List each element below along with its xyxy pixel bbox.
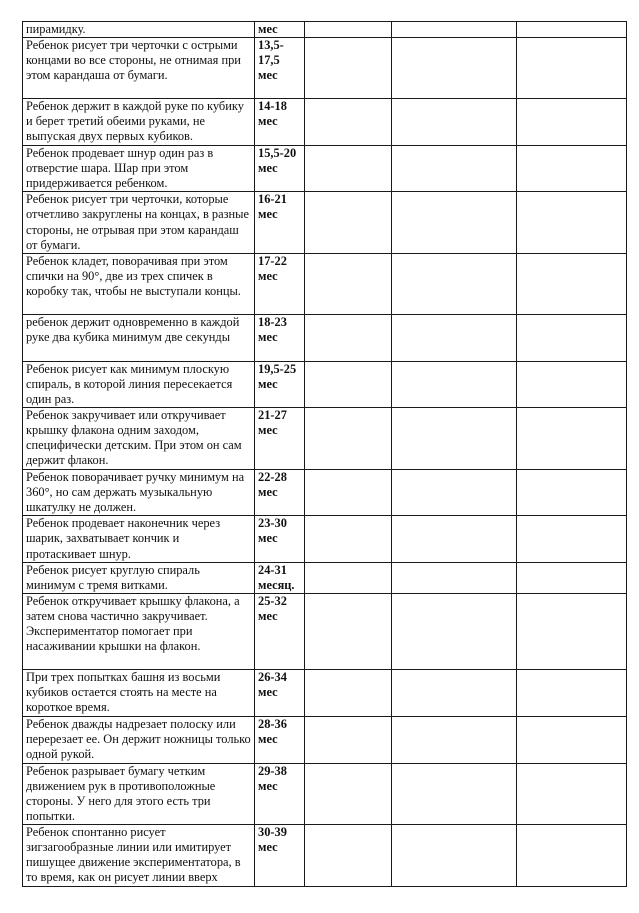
empty-cell bbox=[392, 192, 517, 253]
empty-cell bbox=[305, 22, 392, 38]
age-range: 14-18 мес bbox=[255, 99, 305, 146]
empty-cell bbox=[392, 146, 517, 192]
age-range: 30-39 мес bbox=[255, 825, 305, 886]
skill-description: Ребенок откручивает крышку флакона, а затем снова частично закручивает. Экспериментатор помогает при насаживании крышки на флакон. bbox=[23, 593, 255, 669]
age-range: 25-32 мес bbox=[255, 593, 305, 669]
empty-cell bbox=[305, 562, 392, 593]
empty-cell bbox=[392, 361, 517, 407]
skill-description: Ребенок разрывает бумагу четким движением рук в противоположные стороны. У него для этого есть три попытки. bbox=[23, 763, 255, 824]
empty-cell bbox=[517, 192, 627, 253]
empty-cell bbox=[392, 38, 517, 99]
empty-cell bbox=[392, 669, 517, 716]
age-range: 26-34 мес bbox=[255, 669, 305, 716]
empty-cell bbox=[517, 408, 627, 470]
table-row bbox=[23, 408, 627, 470]
age-range: 15,5-20 мес bbox=[255, 146, 305, 192]
empty-cell bbox=[517, 314, 627, 361]
empty-cell bbox=[305, 669, 392, 716]
empty-cell bbox=[517, 516, 627, 562]
skill-description: Ребенок держит в каждой руке по кубику и берет третий обеими руками, не выпуская двух первых кубиков. bbox=[23, 99, 255, 146]
empty-cell bbox=[392, 763, 517, 824]
skill-description: Ребенок дважды надрезает полоску или перерезает ее. Он держит ножницы только одной рукой. bbox=[23, 716, 255, 763]
skill-description: Ребенок продевает наконечник через шарик, захватывает кончик и протаскивает шнур. bbox=[23, 516, 255, 562]
empty-cell bbox=[517, 669, 627, 716]
empty-cell bbox=[305, 516, 392, 562]
empty-cell bbox=[517, 763, 627, 824]
skill-description: Ребенок рисует три черточки, которые отчетливо закруглены на концах, в разные стороны, не отрывая при этом карандаш от бумаги. bbox=[23, 192, 255, 253]
empty-cell bbox=[305, 192, 392, 253]
empty-cell bbox=[392, 470, 517, 516]
empty-cell bbox=[392, 593, 517, 669]
empty-cell bbox=[517, 562, 627, 593]
empty-cell bbox=[392, 408, 517, 470]
age-range: 24-31 месяц. bbox=[255, 562, 305, 593]
table-row bbox=[23, 314, 627, 361]
skill-description: Ребенок рисует как минимум плоскую спираль, в которой линия пересекается один раз. bbox=[23, 361, 255, 407]
table-row bbox=[23, 716, 627, 763]
empty-cell bbox=[392, 314, 517, 361]
skill-description: ребенок держит одновременно в каждой руке два кубика минимум две секунды bbox=[23, 314, 255, 361]
empty-cell bbox=[517, 716, 627, 763]
empty-cell bbox=[305, 38, 392, 99]
empty-cell bbox=[305, 408, 392, 470]
skill-description: пирамидку. bbox=[23, 22, 255, 38]
skill-description: Ребенок поворачивает ручку минимум на 360°, но сам держать музыкальную шкатулку не должен. bbox=[23, 470, 255, 516]
empty-cell bbox=[392, 716, 517, 763]
empty-cell bbox=[305, 314, 392, 361]
table-row bbox=[23, 192, 627, 253]
table-row bbox=[23, 763, 627, 824]
table-row bbox=[23, 669, 627, 716]
age-range: мес bbox=[255, 22, 305, 38]
skill-description: Ребенок рисует три черточки с острыми концами во все стороны, не отнимая при этом карандаша от бумаги. bbox=[23, 38, 255, 99]
empty-cell bbox=[305, 361, 392, 407]
table-row bbox=[23, 99, 627, 146]
skill-description: При трех попытках башня из восьми кубиков остается стоять на месте на короткое время. bbox=[23, 669, 255, 716]
table-row bbox=[23, 38, 627, 99]
table-row bbox=[23, 562, 627, 593]
empty-cell bbox=[517, 825, 627, 886]
empty-cell bbox=[517, 253, 627, 314]
empty-cell bbox=[392, 516, 517, 562]
empty-cell bbox=[517, 593, 627, 669]
age-range: 13,5-17,5 мес bbox=[255, 38, 305, 99]
skill-description: Ребенок спонтанно рисует зигзагообразные линии или имитирует пишущее движение экспериментатора, в то время, как он рисует линии вверх bbox=[23, 825, 255, 886]
age-range: 28-36 мес bbox=[255, 716, 305, 763]
empty-cell bbox=[305, 593, 392, 669]
empty-cell bbox=[517, 99, 627, 146]
empty-cell bbox=[305, 716, 392, 763]
empty-cell bbox=[517, 146, 627, 192]
empty-cell bbox=[305, 763, 392, 824]
age-range: 17-22 мес bbox=[255, 253, 305, 314]
table-row bbox=[23, 22, 627, 38]
empty-cell bbox=[392, 825, 517, 886]
table-row bbox=[23, 470, 627, 516]
empty-cell bbox=[392, 22, 517, 38]
age-range: 23-30 мес bbox=[255, 516, 305, 562]
skill-description: Ребенок закручивает или откручивает крышку флакона одним заходом, специфически детским. При этом он сам держит флакон. bbox=[23, 408, 255, 470]
empty-cell bbox=[305, 470, 392, 516]
empty-cell bbox=[392, 562, 517, 593]
development-table bbox=[22, 21, 627, 887]
skill-description: Ребенок кладет, поворачивая при этом спички на 90°, две из трех спичек в коробку так, чтобы не выступали концы. bbox=[23, 253, 255, 314]
empty-cell bbox=[305, 99, 392, 146]
empty-cell bbox=[305, 825, 392, 886]
empty-cell bbox=[517, 361, 627, 407]
table-row bbox=[23, 146, 627, 192]
empty-cell bbox=[517, 470, 627, 516]
age-range: 21-27 мес bbox=[255, 408, 305, 470]
age-range: 19,5-25 мес bbox=[255, 361, 305, 407]
empty-cell bbox=[517, 38, 627, 99]
empty-cell bbox=[305, 253, 392, 314]
table-row bbox=[23, 253, 627, 314]
empty-cell bbox=[392, 99, 517, 146]
age-range: 18-23 мес bbox=[255, 314, 305, 361]
skill-description: Ребенок продевает шнур один раз в отверстие шара. Шар при этом придерживается ребенком. bbox=[23, 146, 255, 192]
empty-cell bbox=[517, 22, 627, 38]
age-range: 29-38 мес bbox=[255, 763, 305, 824]
table-row bbox=[23, 361, 627, 407]
age-range: 22-28 мес bbox=[255, 470, 305, 516]
empty-cell bbox=[392, 253, 517, 314]
table-row bbox=[23, 516, 627, 562]
empty-cell bbox=[305, 146, 392, 192]
table-row bbox=[23, 825, 627, 886]
skill-description: Ребенок рисует круглую спираль минимум с тремя витками. bbox=[23, 562, 255, 593]
table-row bbox=[23, 593, 627, 669]
age-range: 16-21 мес bbox=[255, 192, 305, 253]
